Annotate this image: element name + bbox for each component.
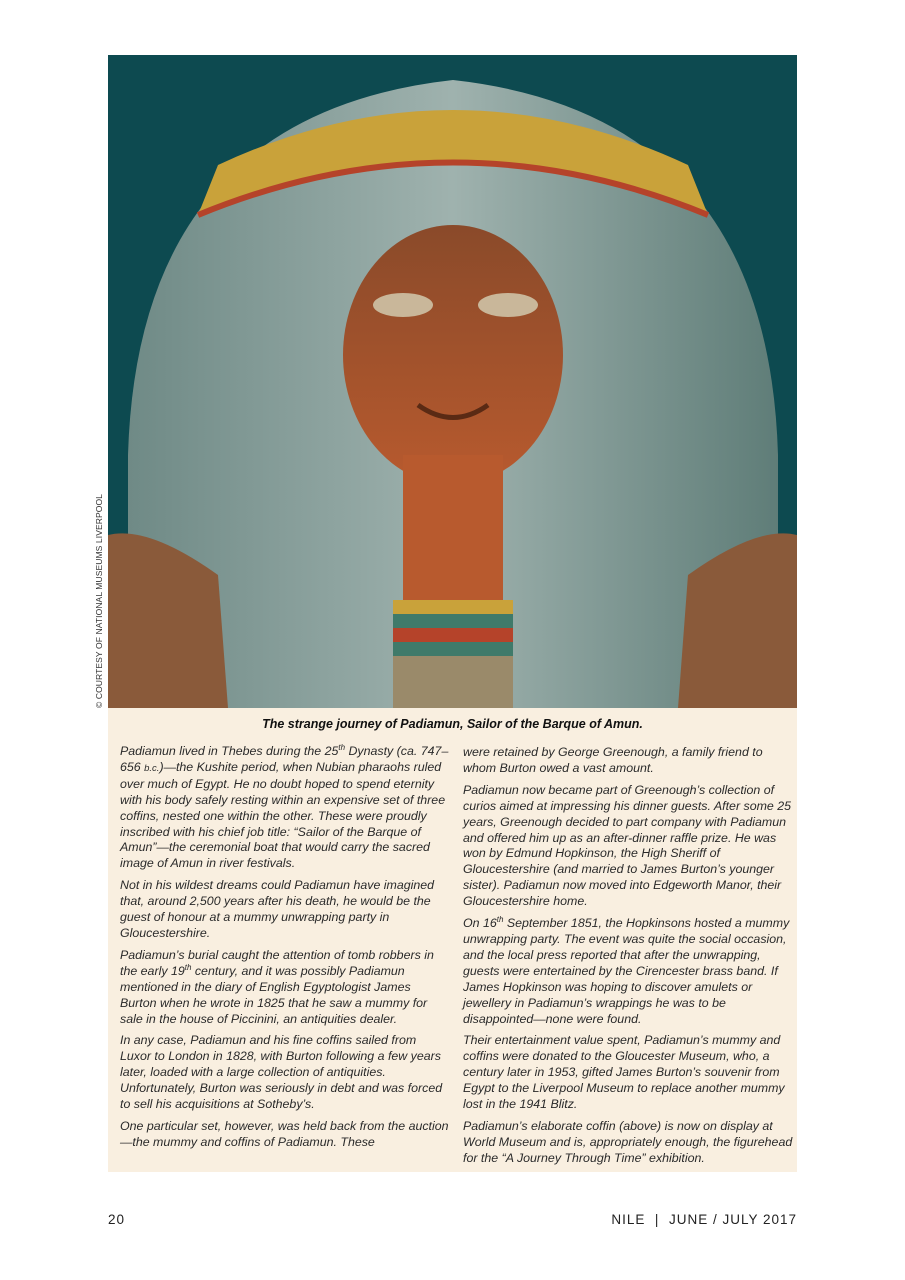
issue-label: NILE | JUNE / JULY 2017 — [611, 1212, 797, 1227]
small-caps: b.c. — [144, 762, 160, 774]
text: Padiamun’s burial caught the attention of tomb robbers in the early 19 — [120, 947, 434, 978]
text: Padiamun lived in Thebes during the 25 — [120, 744, 339, 758]
text: On 16 — [463, 916, 497, 931]
paragraph — [120, 948, 450, 1028]
photo-caption: The strange journey of Padiamun, Sailor of the Barque of Amun. — [262, 717, 643, 731]
paragraph — [120, 744, 450, 872]
superscript: th — [496, 914, 504, 924]
photo-credit: © COURTESY OF NATIONAL MUSEUMS LIVERPOOL — [94, 494, 104, 708]
paragraph: In any case, Padiamun and his fine coffins sailed from Luxor to London in 1828, with Burton following a few years later, loaded with a large collection of antiquities. Unfortunately, Burton was seriously in debt and was forced to sell his acquisitions at Sotheby’s. — [120, 1033, 443, 1112]
paragraph: were retained by George Greenough, a family friend to whom Burton owed a vast amount. — [463, 745, 763, 775]
paragraph: Their entertainment value spent, Padiamun’s mummy and coffins were donated to the Gloucester Museum, who, a century later in 1953, gifted James Burton’s souvenir from Egypt to the Liverpool Museum to replace another mummy lost in the 1941 Blitz. — [463, 1033, 785, 1112]
superscript: th — [184, 962, 192, 972]
paragraph: Padiamun’s elaborate coffin (above) is now on display at World Museum and is, appropriately enough, the figurehead for the “A Journey Through Time” exhibition. — [463, 1118, 793, 1165]
text: September 1851, the Hopkinsons hosted a mummy unwrapping party. The event was quite the social occasion, and the local press reported that after the unwrapping, guests were entertained by the Cirencester brass band. If James Hopkinson was hoping to discover amulets or jewellery in Padiamun’s wrappings he was to be disappointed—none were found. — [463, 916, 790, 1026]
superscript: th — [338, 742, 346, 752]
text: )—the Kushite period, when Nubian pharaohs ruled over much of Egypt. He no doubt hoped to spend eternity with his body safely resting within an expensive set of three coffins, nested one within the other. These were proudly inscribed with his chief job title: “Sailor of the Barque of Amun”—the ceremonial boat that would carry the sacred image of Amun in river festivals. — [120, 759, 446, 871]
article-box — [108, 708, 797, 1172]
page-number: 20 — [108, 1212, 126, 1227]
coffin-photo — [108, 55, 797, 708]
paragraph: Not in his wildest dreams could Padiamun have imagined that, around 2,500 years after his death, he would be the guest of honour at a mummy unwrapping party in Gloucestershire. — [120, 878, 435, 940]
text: Dynasty (ca. 747–656 — [120, 744, 449, 774]
right-column — [463, 745, 793, 1173]
paragraph: One particular set, however, was held back from the auction—the mummy and coffins of Padiamun. These — [120, 1118, 449, 1149]
left-column — [120, 744, 450, 1157]
text: century, and it was possibly Padiamun mentioned in the diary of English Egyptologist James Burton when he wrote in 1825 that he saw a mummy for sale in the house of Piccinini, an antiquities dealer. — [120, 963, 428, 1026]
paragraph: Padiamun now became part of Greenough’s collection of curios aimed at impressing his dinner guests. After some 25 years, Greenough decided to part company with Padiamun and offered him up as an after-dinner raffle prize. He was won by Edmund Hopkinson, the High Sheriff of Gloucestershire (and married to James Burton’s younger sister). Padiamun now moved into Edgeworth Manor, their Gloucestershire home. — [463, 782, 792, 909]
paragraph — [463, 916, 793, 1027]
